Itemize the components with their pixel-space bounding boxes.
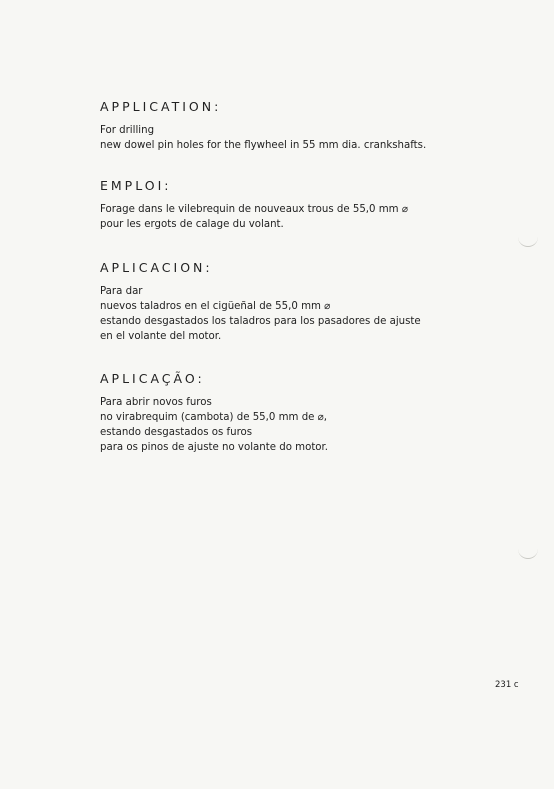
section-french xyxy=(100,180,500,232)
section-text-line: nuevos taladros en el cigüeñal de 55,0 mm ⌀ xyxy=(100,300,331,312)
section-english xyxy=(100,101,500,153)
section-text-line: Para dar xyxy=(100,285,143,297)
punch-hole-mark xyxy=(518,548,538,559)
section-text-line: estando desgastados os furos xyxy=(100,426,253,438)
punch-hole-mark xyxy=(518,236,538,247)
section-text-line: para os pinos de ajuste no volante do motor. xyxy=(100,441,329,453)
section-heading: APLICACION: xyxy=(100,260,213,275)
section-text-line: Forage dans le vilebrequin de nouveaux trous de 55,0 mm ⌀ xyxy=(100,203,408,215)
section-heading: APLICAÇÃO: xyxy=(100,371,205,386)
section-text-line: pour les ergots de calage du volant. xyxy=(100,218,284,230)
page-number: 231 c xyxy=(495,680,519,690)
section-text-line: en el volante del motor. xyxy=(100,330,222,342)
section-text-line: new dowel pin holes for the flywheel in 55 mm dia. crankshafts. xyxy=(100,139,427,151)
section-text-line: Para abrir novos furos xyxy=(100,396,212,408)
section-text-line: For drilling xyxy=(100,124,155,136)
section-text-line: estando desgastados los taladros para los pasadores de ajuste xyxy=(100,315,421,327)
section-portuguese xyxy=(100,373,500,455)
section-heading: APPLICATION: xyxy=(100,99,222,114)
section-heading: EMPLOI: xyxy=(100,178,172,193)
section-spanish xyxy=(100,262,500,344)
section-text-line: no virabrequim (cambota) de 55,0 mm de ⌀, xyxy=(100,411,328,423)
